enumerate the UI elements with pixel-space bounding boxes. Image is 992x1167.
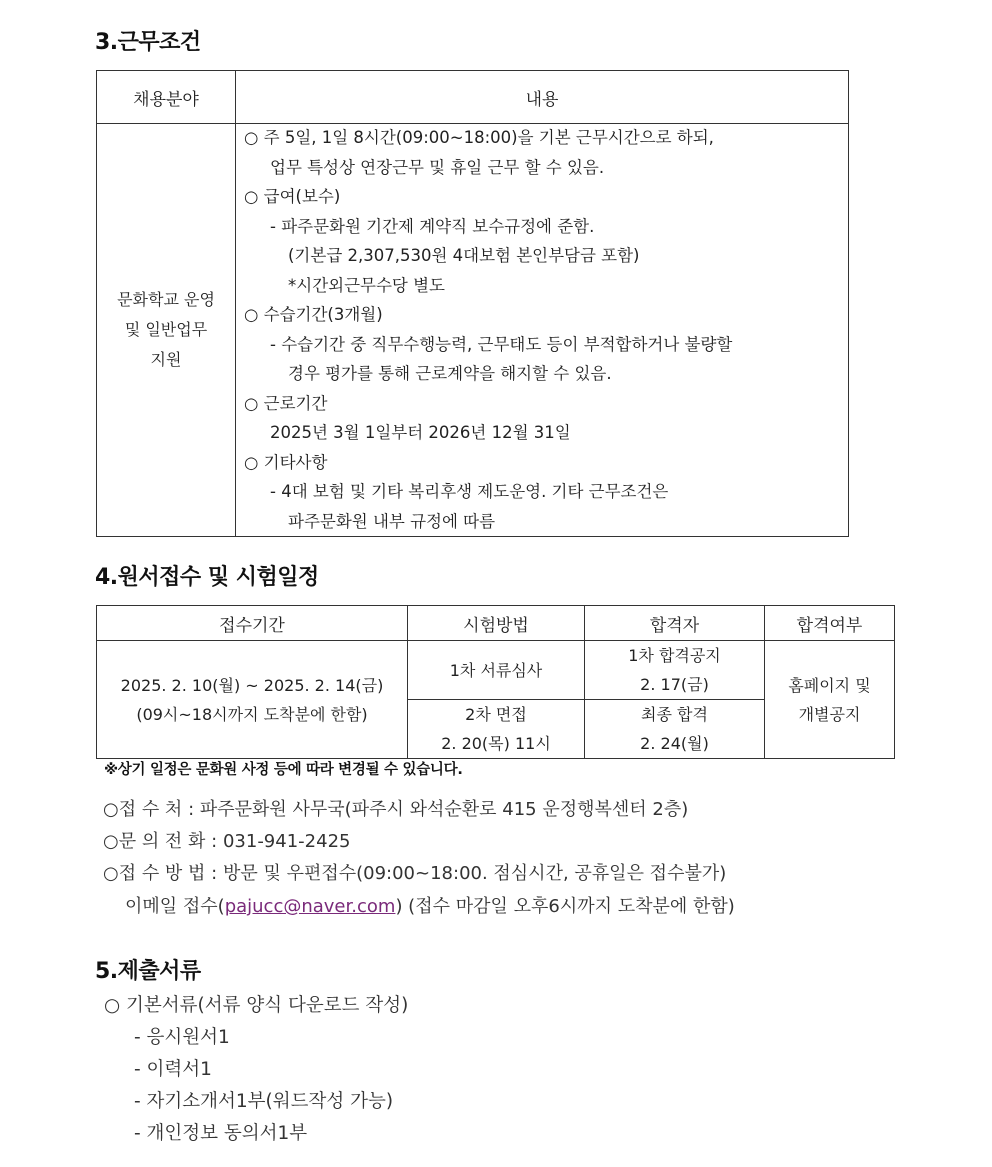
email-prefix: 이메일 접수( [125,896,225,917]
doc-item: - 응시원서1 [134,1027,230,1048]
content-line: ○ 급여(보수) [244,187,341,206]
docs-intro: ○ 기본서류(서류 양식 다운로드 작성) [104,995,409,1016]
doc-item: - 개인정보 동의서1부 [134,1123,308,1144]
info-place [103,794,688,826]
result-cell [765,641,895,759]
info-method [103,858,726,890]
table-row [97,124,849,537]
work-conditions-table [96,70,849,537]
content-line: ○ 수습기간(3개월) [244,305,383,324]
info-method-label: ○접 수 방 법 [103,863,206,884]
period-line: 2025. 2. 10(월) ~ 2025. 2. 14(금) [120,675,384,695]
doc-item: - 자기소개서1부(워드작성 가능) [134,1091,394,1112]
content-line: *시간외근무수당 별도 [288,275,445,295]
schedule-note: ※상기 일정은 문화원 사정 등에 따라 변경될 수 있습니다. [104,762,463,778]
section5-title: 5.제출서류 [95,959,201,984]
header-content: 내용 [236,71,849,124]
content-line: 업무 특성상 연장근무 및 휴일 근무 할 수 있음. [270,157,605,177]
method1-text: 1차 서류심사 [449,660,543,680]
field-cell [97,124,236,537]
result-line: 홈페이지 및 [788,675,871,695]
header-field: 채용분야 [97,71,236,124]
pass1-line: 1차 합격공지 [628,646,721,665]
method2-cell [408,700,585,759]
period-line: (09시~18시까지 도착분에 한함) [136,704,368,724]
schedule-table [96,605,895,759]
content-line: - 4대 보험 및 기타 복리후생 제도운영. 기타 근무조건은 [270,482,669,501]
method2-line: 2차 면접 [465,705,527,724]
pass2-line: 최종 합격 [641,705,708,724]
pass2-line: 2. 24(월) [640,734,709,753]
pass1-cell [585,641,765,700]
table-header-row [97,606,895,641]
header-method: 시험방법 [408,606,585,641]
content-line: ○ 기타사항 [244,452,328,472]
info-place-label: ○접 수 처 [103,799,183,820]
content-line: ○ 근로기간 [244,393,328,413]
header-passer: 합격자 [585,606,765,641]
content-line: ○ 주 5일, 1일 8시간(09:00~18:00)을 기본 근무시간으로 하되, [244,128,714,147]
period-cell [97,641,408,759]
content-cell [236,124,849,537]
content-line: 파주문화원 내부 규정에 따름 [288,511,496,531]
info-place-value: : 파주문화원 사무국(파주시 와석순환로 415 운정행복센터 2층) [188,799,689,820]
method2-line: 2. 20(목) 11시 [441,734,551,753]
info-phone-label: ○문 의 전 화 [103,831,206,852]
content-line: - 파주문화원 기간제 계약직 보수규정에 준함. [270,216,595,236]
section4-title: 4.원서접수 및 시험일정 [95,565,319,590]
content-line: (기본급 2,307,530원 4대보험 본인부담금 포함) [288,246,640,265]
doc-item: - 이력서1 [134,1059,212,1080]
info-phone-value: : 031-941-2425 [211,831,351,852]
info-email [125,891,735,923]
info-phone [103,826,350,858]
table-header-row [97,71,849,124]
field-line: 및 일반업무 [124,320,208,339]
pass2-cell [585,700,765,759]
email-link[interactable]: pajucc@naver.com [224,896,396,917]
method1-cell [408,641,585,700]
header-period: 접수기간 [97,606,408,641]
content-line: - 수습기간 중 직무수행능력, 근무태도 등이 부적합하거나 불량할 [270,334,733,354]
section3-title: 3.근무조건 [95,30,201,55]
info-method-value: : 방문 및 우편접수(09:00~18:00. 점심시간, 공휴일은 접수불가) [211,863,727,884]
table-row [97,641,895,700]
result-line: 개별공지 [798,704,861,724]
email-suffix: ) (접수 마감일 오후6시까지 도착분에 한함) [395,896,735,917]
field-line: 지원 [150,350,182,369]
content-line: 2025년 3월 1일부터 2026년 12월 31일 [270,423,571,442]
header-result: 합격여부 [765,606,895,641]
content-line: 경우 평가를 통해 근로계약을 해지할 수 있음. [288,364,612,383]
pass1-line: 2. 17(금) [640,675,709,694]
field-line: 문화학교 운영 [117,290,215,309]
